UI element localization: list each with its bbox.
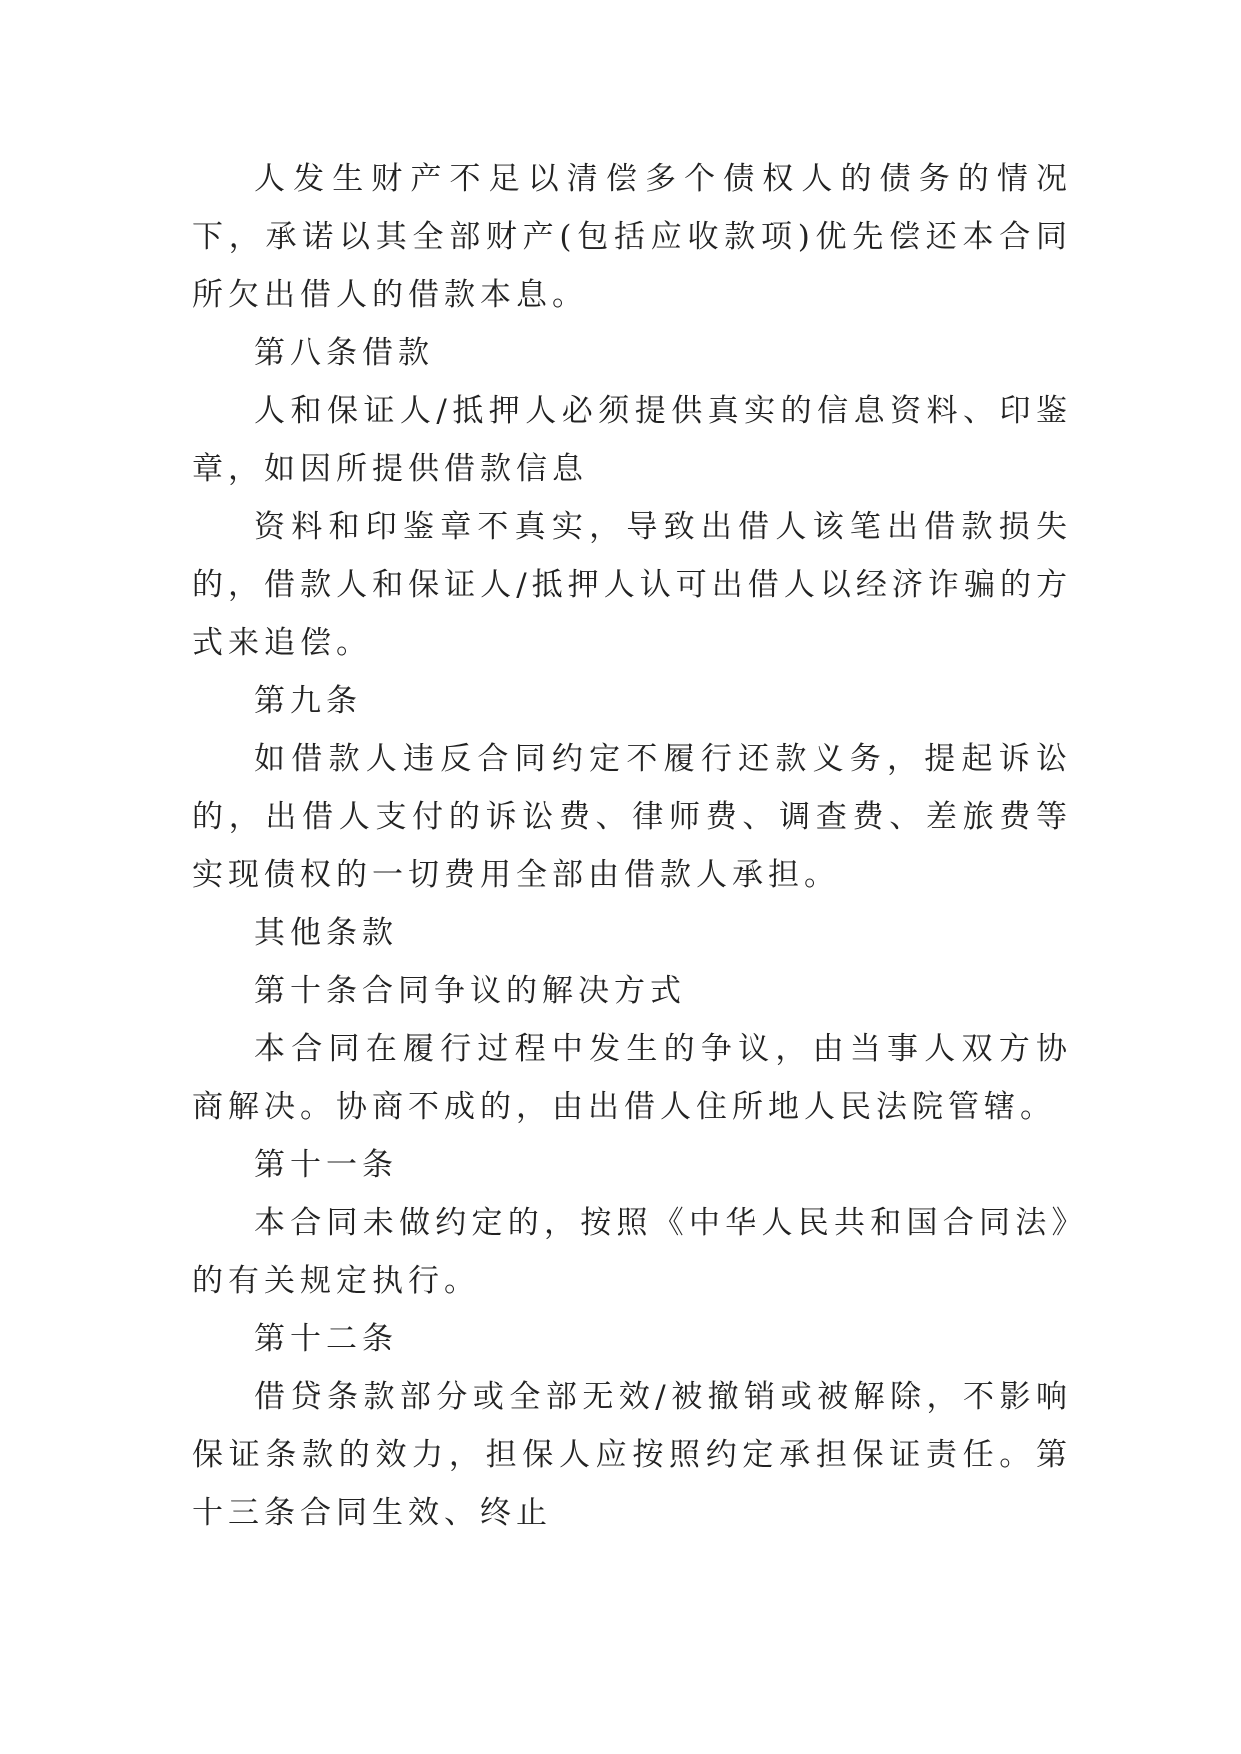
heading-article-8: 第八条借款 xyxy=(254,335,434,371)
paragraph-contract-law: 本合同未做约定的，按照《中华人民共和国合同法》的有关规定执行。 xyxy=(192,1205,1072,1299)
document-body xyxy=(192,150,1072,1542)
heading-other-terms: 其他条款 xyxy=(254,915,398,951)
heading-article-10: 第十条合同争议的解决方式 xyxy=(254,973,686,1009)
paragraph-dispute-resolution: 本合同在履行过程中发生的争议，由当事人双方协商解决。协商不成的，由出借人住所地人民法院管辖。 xyxy=(192,1031,1072,1125)
paragraph-property-clause: 人发生财产不足以清偿多个债权人的债务的情况下，承诺以其全部财产(包括应收款项)优先偿还本合同所欠出借人的借款本息。 xyxy=(192,161,1072,313)
paragraph-litigation-costs: 如借款人违反合同约定不履行还款义务，提起诉讼的，出借人支付的诉讼费、律师费、调查费、差旅费等实现债权的一切费用全部由借款人承担。 xyxy=(192,741,1072,893)
heading-article-11: 第十一条 xyxy=(254,1147,398,1183)
paragraph-fraud-recovery: 资料和印鉴章不真实，导致出借人该笔出借款损失的，借款人和保证人/抵押人认可出借人以经济诈骗的方式来追偿。 xyxy=(192,509,1072,661)
paragraph-guarantee-validity: 借贷条款部分或全部无效/被撤销或被解除，不影响保证条款的效力，担保人应按照约定承担保证责任。第十三条合同生效、终止 xyxy=(192,1379,1072,1531)
heading-article-9: 第九条 xyxy=(254,683,362,719)
paragraph-true-info: 人和保证人/抵押人必须提供真实的信息资料、印鉴章，如因所提供借款信息 xyxy=(192,393,1072,487)
heading-article-12: 第十二条 xyxy=(254,1321,398,1357)
